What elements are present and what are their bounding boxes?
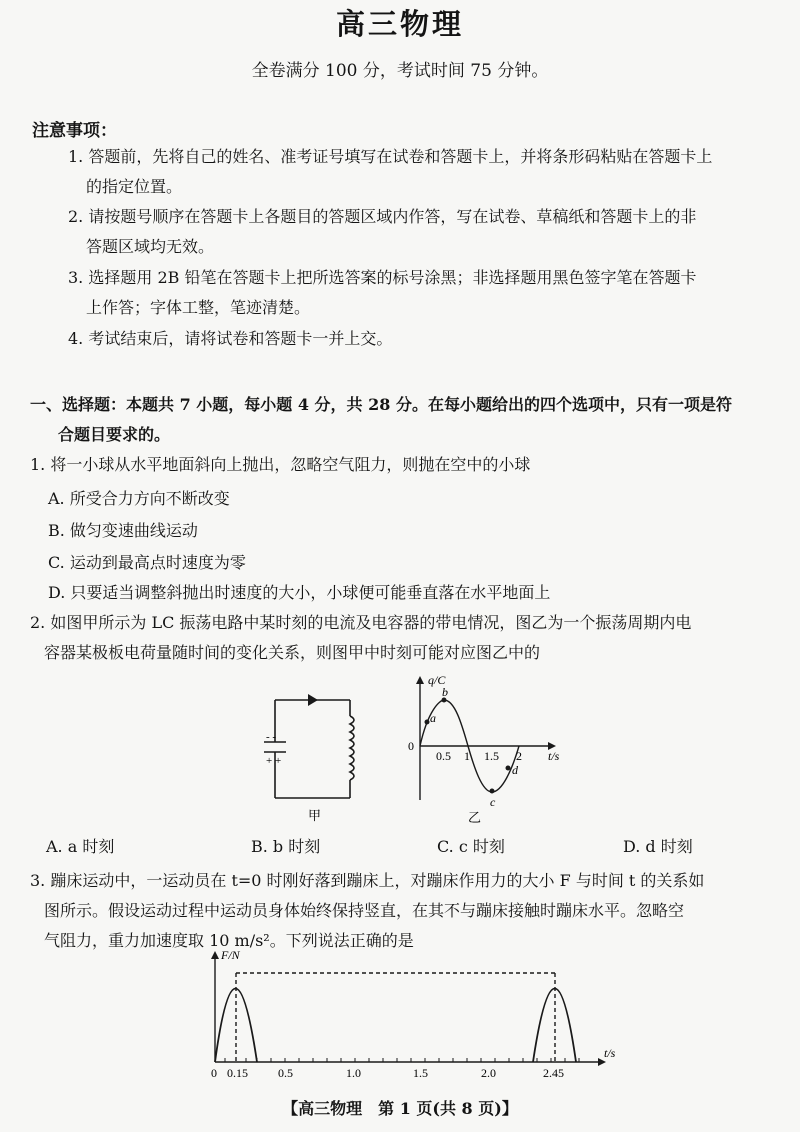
q2-option-d[interactable]: D. d 时刻 — [623, 837, 693, 856]
point-a — [425, 720, 430, 725]
q2-option-a[interactable]: A. a 时刻 — [46, 837, 115, 856]
notice-item — [68, 142, 780, 202]
q2-option-c[interactable]: C. c 时刻 — [437, 837, 505, 856]
point-label: a — [430, 711, 436, 725]
point-label: d — [512, 763, 518, 777]
y-axis-label: q/C — [428, 673, 446, 687]
tick-label: 0 — [211, 1066, 217, 1080]
notice-item — [68, 202, 780, 262]
tick-label: 1.5 — [484, 749, 499, 763]
page-footer: 【高三物理 第 1 页(共 8 页)】 — [282, 1099, 518, 1118]
notice-line: 答题区域均无效。 — [86, 237, 215, 256]
question-1-stem: 1. 将一小球从水平地面斜向上抛出，忽略空气阻力，则抛在空中的小球 — [30, 455, 531, 474]
page-title: 高三物理 — [335, 7, 464, 41]
point-label: c — [490, 795, 496, 809]
notice-line: 1. 答题前，先将自己的姓名、准考证号填写在试卷和答题卡上，并将条形码粘贴在答题卡上 — [68, 147, 713, 166]
exam-info: 全卷满分 100 分，考试时间 75 分钟。 — [251, 61, 549, 81]
notice-item — [68, 263, 780, 323]
stem-line: 图所示。假设运动过程中运动员身体始终保持竖直，在其不与蹦床接触时蹦床水平。忽略空 — [44, 901, 685, 920]
inductor-coil — [350, 716, 354, 780]
x-axis-label: t/s — [548, 749, 560, 763]
capacitor-charge-label: + + — [266, 755, 282, 767]
point-label: b — [442, 685, 448, 699]
tick-label: 0.5 — [278, 1066, 293, 1080]
current-arrow-icon — [308, 694, 318, 706]
tick-label: 1 — [464, 749, 470, 763]
y-axis-arrow-icon — [211, 951, 219, 959]
notice-line: 3. 选择题用 2B 铅笔在答题卡上把所选答案的标号涂黑；非选择题用黑色签字笔在答题卡 — [68, 268, 697, 287]
tick-label: 0.15 — [227, 1066, 248, 1080]
q1-option-d[interactable]: D. 只要适当调整斜抛出时速度的大小，小球便可能垂直落在水平地面上 — [48, 583, 551, 602]
notice-line: 4. 考试结束后，请将试卷和答题卡一并上交。 — [68, 329, 393, 348]
f-t-graph-figure — [195, 945, 635, 1090]
section-line: 合题目要求的。 — [58, 425, 171, 444]
notice-line: 2. 请按题号顺序在答题卡上各题目的答题区域内作答，写在试卷、草稿纸和答题卡上的非 — [68, 207, 697, 226]
tick-label: 0.5 — [436, 749, 451, 763]
q1-option-c[interactable]: C. 运动到最高点时速度为零 — [48, 553, 246, 572]
q-t-graph-figure — [400, 670, 570, 830]
y-axis-label: F/N — [221, 948, 240, 962]
notice-item — [68, 324, 780, 354]
stem-line: 2. 如图甲所示为 LC 振荡电路中某时刻的电流及电容器的带电情况，图乙为一个振荡周期内电 — [30, 613, 692, 632]
notice-heading: 注意事项： — [32, 121, 117, 141]
tick-label: 1.0 — [346, 1066, 361, 1080]
x-axis-label: t/s — [604, 1046, 616, 1060]
section-line: 一、选择题：本题共 7 小题，每小题 4 分，共 28 分。在每小题给出的四个选项中，只有一项是符 — [30, 395, 732, 414]
tick-label: 2.0 — [481, 1066, 496, 1080]
question-2-stem — [30, 608, 790, 668]
section-heading — [30, 390, 780, 450]
q1-option-b[interactable]: B. 做匀变速曲线运动 — [48, 521, 198, 540]
notice-line: 的指定位置。 — [86, 177, 183, 196]
tick-label: 2.45 — [543, 1066, 564, 1080]
tick-label: 1.5 — [413, 1066, 428, 1080]
stem-line: 容器某极板电荷量随时间的变化关系，则图甲中时刻可能对应图乙中的 — [44, 643, 541, 662]
q1-option-a[interactable]: A. 所受合力方向不断改变 — [48, 489, 230, 508]
point-d — [506, 766, 511, 771]
question-3-stem — [30, 866, 790, 956]
lc-circuit-figure — [250, 680, 380, 830]
stem-line: 3. 蹦床运动中，一运动员在 t=0 时刚好落到蹦床上，对蹦床作用力的大小 F 与时间 t 的关系如 — [30, 871, 705, 890]
capacitor-charge-label: - - — [266, 731, 277, 743]
origin-label: 0 — [408, 739, 414, 753]
figure-jia-label: 甲 — [308, 808, 322, 823]
stem-line: 气阻力，重力加速度取 10 m/s²。下列说法正确的是 — [44, 931, 414, 950]
point-c — [490, 789, 495, 794]
notice-line: 上作答；字体工整，笔迹清楚。 — [86, 298, 311, 317]
figure-yi-label: 乙 — [468, 810, 482, 825]
tick-label: 2 — [516, 749, 522, 763]
y-axis-arrow-icon — [416, 676, 424, 684]
q2-option-b[interactable]: B. b 时刻 — [251, 837, 321, 856]
